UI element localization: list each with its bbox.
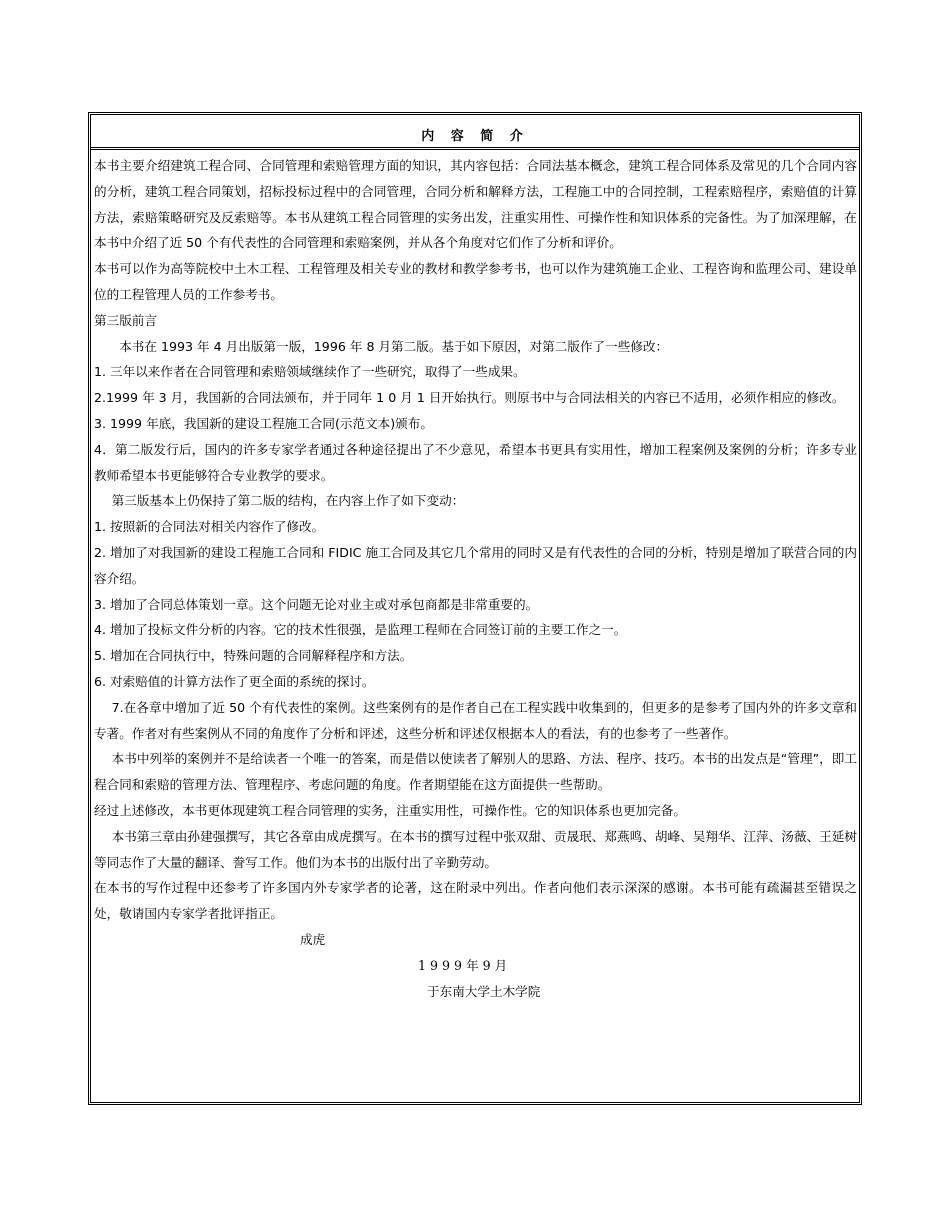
paragraph-summary-1: 本书主要介绍建筑工程合同、合同管理和索赔管理方面的知识，其内容包括：合同法基本概念，建筑工程合同体系及常见的几个合同内容的分析，建筑工程合同策划，招标投标过程中的合同管理，合同分析和解释方法，工程施工中的合同控制，工程索赔程序，索赔值的计算方法，索赔策略研究及反索赔等。本书从建筑工程合同管理的实务出发，注重实用性、可操作性和知识体系的完备性。为了加深理解，在本书中介绍了近 50 个有代表性的合同管理和索赔案例，并从各个角度对它们作了分析和评价。: [94, 158, 857, 251]
change-item-4: 4. 增加了投标文件分析的内容。它的技术性很强，是监理工程师在合同签订前的主要工作之一。: [94, 622, 627, 638]
paragraph-preface-intro: 本书在 1993 年 4 月出版第一版，1996 年 8 月第二版。基于如下原因，对第二版作了一些修改：: [119, 338, 669, 354]
change-item-7: 7.在各章中增加了近 50 个有代表性的案例。这些案例有的是作者自己在工程实践中收集到的，但更多的是参考了国内外的许多文章和专著。作者对有些案例从不同的角度作了分析和评述，这些分析和评述仅根据本人的看法，有的也参考了一些著作。: [94, 699, 857, 741]
paragraph-thanks: 在本书的写作过程中还参考了许多国内外专家学者的论著，这在附录中列出。作者向他们表示深深的感谢。本书可能有疏漏甚至错误之处，敬请国内专家学者批评指正。: [94, 880, 857, 922]
reason-item-4: 4．第二版发行后，国内的许多专家学者通过各种途径提出了不少意见，希望本书更具有实用性，增加工程案例及案例的分析；许多专业教师希望本书更能够符合专业教学的要求。: [94, 441, 857, 483]
paragraph-summary-revisions: 经过上述修改，本书更体现建筑工程合同管理的实务，注重实用性，可操作性。它的知识体系也更加完备。: [94, 802, 686, 818]
change-item-6: 6. 对索赔值的计算方法作了更全面的系统的探讨。: [94, 673, 375, 689]
reason-item-3: 3. 1999 年底，我国新的建设工程施工合同(示范文本)颁布。: [94, 415, 433, 431]
change-item-3: 3. 增加了合同总体策划一章。这个问题无论对业主或对承包商都是非常重要的。: [94, 596, 539, 612]
change-item-5: 5. 增加在合同执行中，特殊问题的合同解释程序和方法。: [94, 648, 413, 664]
paragraph-cases: 本书中列举的案例并不是给读者一个唯一的答案，而是借以使读者了解别人的思路、方法、程序、技巧。本书的出发点是“管理”，即工程合同和索赔的管理方法、管理程序、考虑问题的角度。作者期望能在这方面提供一些帮助。: [94, 751, 857, 793]
signature-place: 于东南大学土木学院: [427, 983, 541, 999]
change-item-1: 1. 按照新的合同法对相关内容作了修改。: [94, 519, 325, 535]
reason-item-1: 1. 三年以来作者在合同管理和索赔领域继续作了一些研究，取得了一些成果。: [94, 364, 526, 380]
document-body: [94, 153, 857, 1004]
title-row: [91, 115, 859, 150]
paragraph-changes-intro: 第三版基本上仍保持了第二版的结构，在内容上作了如下变动：: [111, 493, 465, 509]
paragraph-authors: 本书第三章由孙建强撰写，其它各章由成虎撰写。在本书的撰写过程中张双甜、贡晟珉、郑燕鸣、胡峰、吴翔华、江萍、汤薇、王延树等同志作了大量的翻译、誊写工作。他们为本书的出版付出了辛勤劳动。: [94, 828, 857, 870]
paragraph-summary-2: 本书可以作为高等院校中土木工程、工程管理及相关专业的教材和教学参考书，也可以作为建筑施工企业、工程咨询和监理公司、建设单位的工程管理人员的工作参考书。: [94, 261, 857, 302]
signature-author: 成虎: [300, 931, 326, 947]
document-frame: [88, 112, 862, 1105]
change-item-2: 2. 增加了对我国新的建设工程施工合同和 FIDIC 施工合同及其它几个常用的同时又是有代表性的合同的分析，特别是增加了联营合同的内容介绍。: [94, 544, 857, 586]
preface-heading: 第三版前言: [94, 312, 157, 328]
signature-date: 1 9 9 9 年 9 月: [418, 957, 508, 973]
section-title: 内 容 简 介: [421, 129, 529, 144]
reason-item-2: 2.1999 年 3 月，我国新的合同法颁布，并于同年 1 0 月 1 日开始执行。则原书中与合同法相关的内容已不适用，必须作相应的修改。: [94, 390, 845, 406]
